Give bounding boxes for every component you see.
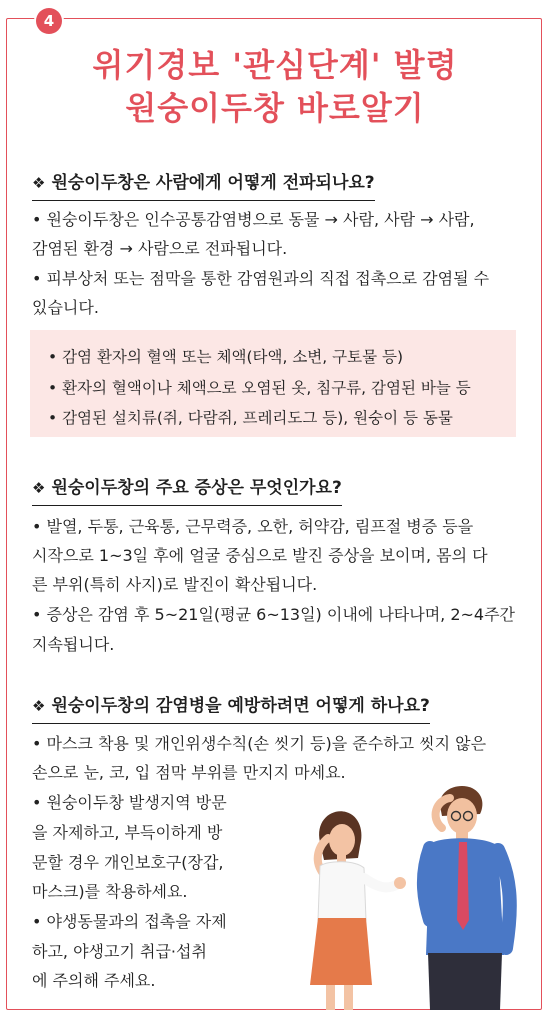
answer-line: 문할 경우 개인보호구(장갑, [32, 853, 224, 872]
question-text: 원숭이두창의 주요 증상은 무엇인가요? [51, 478, 342, 498]
answer-line: 하고, 야생고기 취급·섭취 [32, 942, 207, 961]
answer-line: 손으로 눈, 코, 입 점막 부위를 만지지 마세요. [32, 763, 346, 782]
answer-line: 지속됩니다. [32, 635, 115, 654]
answer-line: 시작으로 1~3일 후에 얼굴 중심으로 발진 증상을 보이며, 몸의 다 [32, 546, 488, 565]
badge-container [34, 6, 64, 36]
answer-line: • 증상은 감염 후 5~21일(평균 6~13일) 이내에 나타나며, 2~4주간 [32, 605, 516, 624]
answer-line: 른 부위(특히 사지)로 발진이 확산됩니다. [32, 575, 318, 594]
box-item: • 환자의 혈액이나 체액으로 오염된 옷, 침구류, 감염된 바늘 등 [48, 379, 471, 397]
answer-line: • 원숭이두창 발생지역 방문 [32, 793, 227, 812]
question-symptoms [32, 473, 342, 506]
diamond-icon: ❖ [32, 174, 46, 192]
answer-line: 있습니다. [32, 298, 99, 317]
box-item: • 감염 환자의 혈액 또는 체액(타액, 소변, 구토물 등) [48, 348, 403, 366]
man-figure [424, 786, 510, 1010]
woman-figure [310, 811, 406, 1010]
answer-line: • 마스크 착용 및 개인위생수칙(손 씻기 등)을 준수하고 씻지 않은 [32, 734, 487, 753]
answer-line: • 피부상처 또는 점막을 통한 감염원과의 직접 접촉으로 감염될 수 [32, 269, 490, 288]
answer-line: 감염된 환경 → 사람으로 전파됩니다. [32, 239, 288, 258]
answer-line: 을 자제하고, 부득이하게 방 [32, 823, 223, 842]
diamond-icon: ❖ [32, 479, 46, 497]
worried-people-illustration [280, 780, 530, 1010]
page-title-line1: 위기경보 '관심단계' 발령 [92, 46, 458, 84]
number-badge: 4 [36, 8, 62, 34]
question-text: 원숭이두창의 감염병을 예방하려면 어떻게 하나요? [51, 696, 430, 716]
box-item: • 감염된 설치류(쥐, 다람쥐, 프레리도그 등), 원숭이 등 동물 [48, 409, 453, 427]
page-title-line2: 원숭이두창 바로알기 [125, 89, 425, 127]
answer-line: • 야생동물과의 접촉을 자제 [32, 912, 227, 931]
answer-line: 마스크)를 착용하세요. [32, 882, 188, 901]
answer-line: • 원숭이두창은 인수공통감염병으로 동물 → 사람, 사람 → 사람, [32, 210, 475, 229]
question-prevention [32, 691, 430, 724]
diamond-icon: ❖ [32, 697, 46, 715]
answer-line: • 발열, 두통, 근육통, 근무력증, 오한, 허약감, 림프절 병증 등을 [32, 517, 474, 536]
question-transmission [32, 168, 375, 201]
question-text: 원숭이두창은 사람에게 어떻게 전파되나요? [51, 173, 375, 193]
answer-line: 에 주의해 주세요. [32, 971, 156, 990]
